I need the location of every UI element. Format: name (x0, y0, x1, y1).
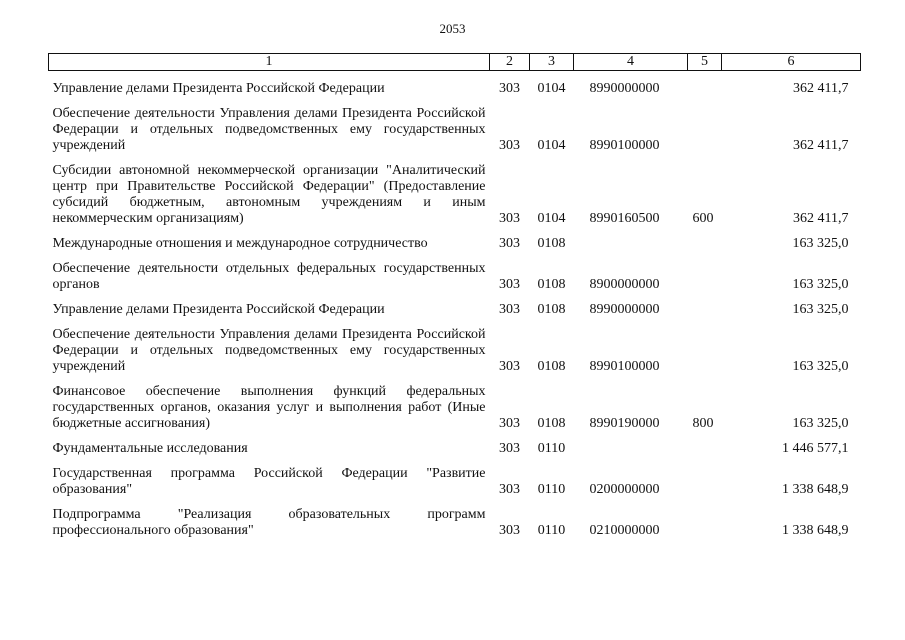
row-amount: 362 411,7 (793, 211, 849, 226)
row-name: Управление делами Президента Российской Федерации (52, 81, 385, 96)
row-expense-type (688, 71, 722, 98)
row-target-code: 8990100000 (589, 359, 660, 374)
row-amount: 163 325,0 (792, 302, 849, 317)
row-section-code: 0108 (537, 236, 566, 251)
row-ministry-code: 303 (499, 523, 520, 538)
header-col-1: 1 (49, 54, 490, 71)
row-target-code: 8990160500 (589, 211, 660, 226)
row-amount: 1 446 577,1 (782, 441, 849, 456)
row-amount: 362 411,7 (793, 138, 849, 153)
row-ministry-code: 303 (499, 482, 520, 497)
row-expense-type (688, 432, 722, 457)
row-ministry-code: 303 (499, 81, 520, 96)
row-expense-type (688, 457, 722, 498)
row-expense-type (688, 97, 722, 154)
header-col-5: 5 (688, 54, 722, 71)
table-row (49, 432, 861, 457)
row-amount: 362 411,7 (793, 81, 849, 96)
row-name: Обеспечение деятельности отдельных федеральных государственных органов (52, 261, 486, 292)
row-ministry-code: 303 (499, 416, 520, 431)
page-number: 2053 (439, 21, 466, 36)
row-target-code: 8990100000 (589, 138, 660, 153)
row-section-code: 0104 (537, 138, 566, 153)
header-col-2: 2 (490, 54, 530, 71)
row-name: Обеспечение деятельности Управления делами Президента Российской Федерации и отдельных подведомственных ему государственных учреждений (52, 106, 486, 153)
row-target-code: 8990000000 (589, 302, 660, 317)
row-expense-type (688, 293, 722, 318)
budget-table (48, 53, 861, 539)
row-ministry-code: 303 (499, 359, 520, 374)
row-expense-type (688, 318, 722, 375)
row-section-code: 0110 (537, 523, 566, 538)
row-section-code: 0108 (537, 359, 566, 374)
row-section-code: 0104 (537, 81, 566, 96)
row-target-code (574, 227, 688, 252)
table-row (49, 457, 861, 498)
row-expense-type (688, 227, 722, 252)
row-amount: 1 338 648,9 (782, 482, 849, 497)
table-row (49, 293, 861, 318)
row-section-code: 0104 (537, 211, 566, 226)
row-ministry-code: 303 (499, 277, 520, 292)
row-expense-type (688, 498, 722, 539)
row-ministry-code: 303 (499, 138, 520, 153)
header-col-6: 6 (722, 54, 861, 71)
table-row (49, 318, 861, 375)
row-amount: 163 325,0 (792, 236, 849, 251)
row-target-code: 8990190000 (589, 416, 660, 431)
table-row (49, 71, 861, 98)
table-row (49, 227, 861, 252)
table-row (49, 97, 861, 154)
row-ministry-code: 303 (499, 211, 520, 226)
header-col-3: 3 (530, 54, 574, 71)
row-name: Подпрограмма "Реализация образовательных программ профессионального образования" (52, 507, 486, 538)
row-name: Обеспечение деятельности Управления делами Президента Российской Федерации и отдельных подведомственных ему государственных учреждений (52, 327, 486, 374)
table-row (49, 252, 861, 293)
header-col-4: 4 (574, 54, 688, 71)
row-amount: 163 325,0 (792, 359, 849, 374)
row-amount: 163 325,0 (792, 416, 849, 431)
row-section-code: 0108 (537, 277, 566, 292)
row-target-code: 0200000000 (589, 482, 660, 497)
row-section-code: 0108 (537, 416, 566, 431)
row-section-code: 0110 (537, 441, 566, 456)
row-ministry-code: 303 (499, 236, 520, 251)
row-ministry-code: 303 (499, 302, 520, 317)
row-name: Управление делами Президента Российской Федерации (52, 302, 385, 317)
row-target-code (574, 432, 688, 457)
row-target-code: 8900000000 (589, 277, 660, 292)
row-section-code: 0108 (537, 302, 566, 317)
row-expense-type: 600 (692, 211, 714, 226)
row-expense-type (688, 252, 722, 293)
row-name: Международные отношения и международное сотрудничество (52, 236, 428, 251)
row-section-code: 0110 (537, 482, 566, 497)
table-row (49, 498, 861, 539)
row-target-code: 8990000000 (589, 81, 660, 96)
row-amount: 163 325,0 (792, 277, 849, 292)
row-expense-type: 800 (692, 416, 714, 431)
table-row (49, 154, 861, 227)
row-name: Субсидии автономной некоммерческой организации "Аналитический центр при Правительстве Российской Федерации" (Предоставление субсидий бюджетным, автономным учреждениям и иным некоммерческим организациям) (52, 163, 486, 226)
row-amount: 1 338 648,9 (782, 523, 849, 538)
row-name: Фундаментальные исследования (52, 441, 248, 456)
table-row (49, 375, 861, 432)
row-name: Финансовое обеспечение выполнения функций федеральных государственных органов, оказания услуг и выполнения работ (Иные бюджетные ассигнования) (52, 384, 486, 431)
header-row (49, 54, 861, 71)
row-name: Государственная программа Российской Федерации "Развитие образования" (52, 466, 486, 497)
row-ministry-code: 303 (499, 441, 520, 456)
row-target-code: 0210000000 (589, 523, 660, 538)
